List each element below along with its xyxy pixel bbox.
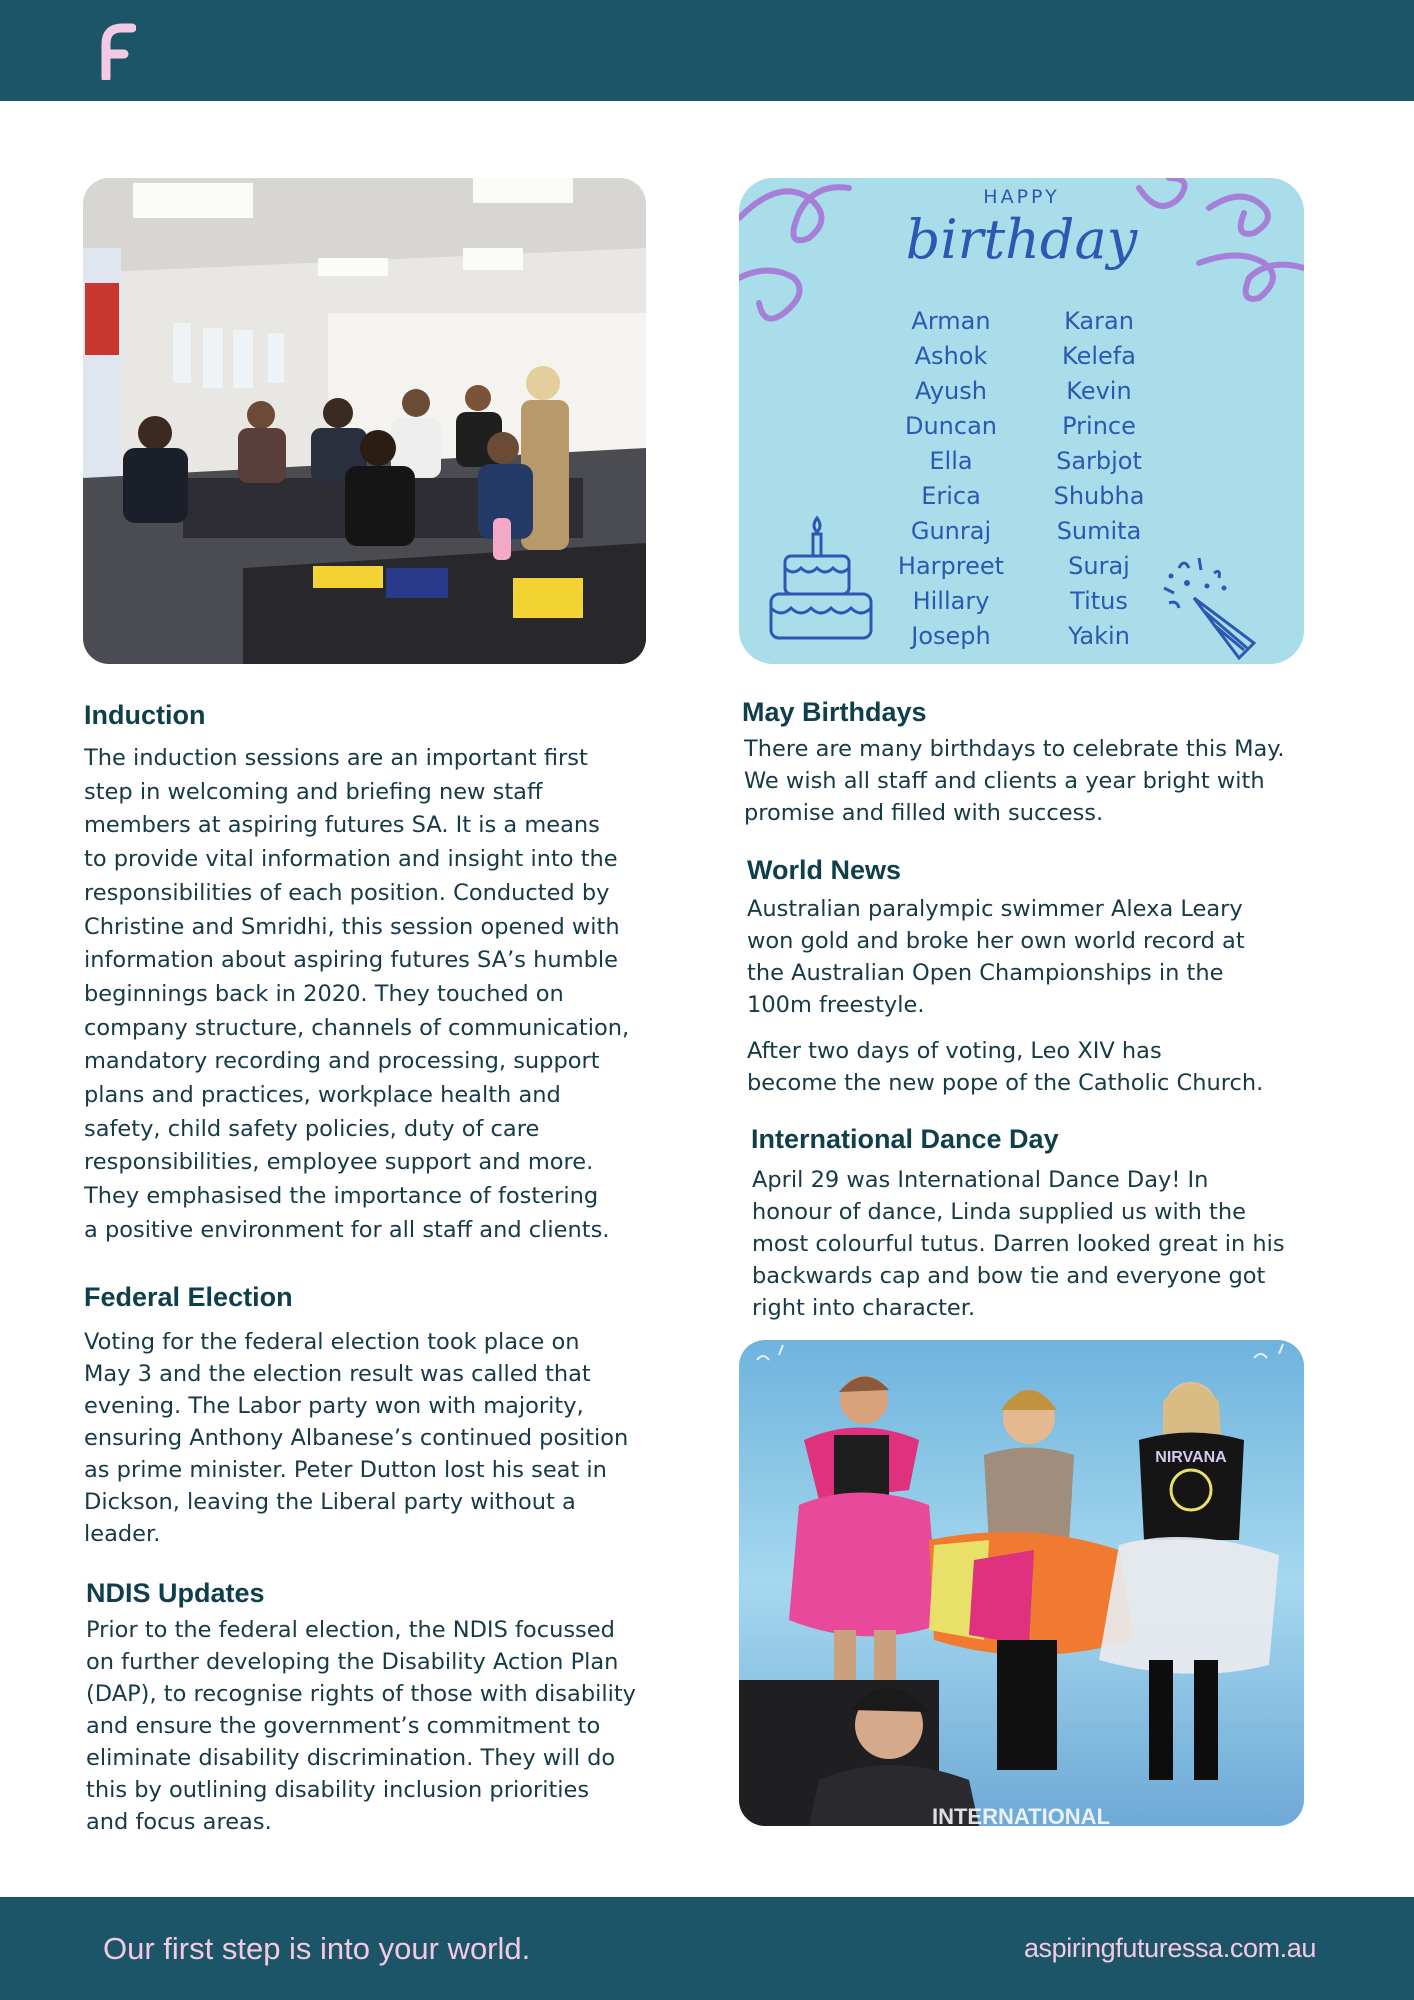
aspiring-futures-logo-icon <box>96 22 136 80</box>
international-banner-text: INTERNATIONAL <box>931 1804 1111 1826</box>
federal-election-body: Voting for the federal election took place on May 3 and the election result was called that evening. The Labor party won with majority, ensuring Anthony Albanese’s continued position as prime minister. Peter Dutton lost his seat in Dickson, leaving the Liberal party without a leader. <box>84 1329 629 1547</box>
birthday-cake-icon <box>767 512 887 652</box>
federal-election-heading: Federal Election <box>84 1282 293 1312</box>
may-birthdays-body: There are many birthdays to celebrate this May. We wish all staff and clients a year bright with promise and filled with success. <box>744 736 1285 826</box>
dance-day-heading: International Dance Day <box>751 1124 1059 1154</box>
world-news-heading: World News <box>747 855 902 885</box>
dance-day-body: April 29 was International Dance Day! In honour of dance, Linda supplied us with the most colourful tutus. Darren looked great in his backwards cap and bow tie and everyone got right into character. <box>752 1167 1285 1321</box>
nirvana-shirt-text: NIRVANA <box>1155 1449 1227 1466</box>
footer-tagline: Our first step is into your world. <box>103 1931 531 1966</box>
ndis-body: Prior to the federal election, the NDIS focussed on further developing the Disability Action Plan (DAP), to recognise rights of those with disability and ensure the government’s commitment to eliminate disability discrimination. They will do this by outlining disability inclusion priorities and focus areas. <box>86 1617 636 1835</box>
happy-label: HAPPY <box>983 186 1060 208</box>
induction-photo <box>83 178 646 664</box>
ndis-heading: NDIS Updates <box>86 1578 265 1608</box>
induction-body: The induction sessions are an important first step in welcoming and briefing new staff members at aspiring futures SA. It is a means to provide vital information and insight into the responsibilities of each position. Conducted by Christine and Smridhi, this session opened with information about aspiring futures SA’s humble beginnings back in 2020. They touched on company structure, channels of communication, mandatory recording and processing, support plans and practices, workplace health and safety, child safety policies, duty of care responsibilities, employee support and more. They emphasised the importance of fostering a positive environment for all staff and clients. <box>84 745 630 1243</box>
header-bar <box>0 0 1414 101</box>
world-news-body: Australian paralympic swimmer Alexa Leary won gold and broke her own world record at the Australian Open Championships in the 100m freestyle. <box>747 896 1245 1018</box>
staff-in-tutus-photo-icon <box>739 1340 1304 1826</box>
world-news-body-2: After two days of voting, Leo XIV has become the new pope of the Catholic Church. <box>747 1038 1264 1096</box>
birthday-card <box>739 178 1304 664</box>
induction-heading: Induction <box>84 700 206 730</box>
staff-induction-group-photo-icon <box>83 178 646 664</box>
birthday-names-left: Arman Ashok Ayush Duncan Ella Erica Gunraj Harpreet Hillary Joseph <box>897 307 1005 650</box>
may-birthdays-heading: May Birthdays <box>742 697 927 727</box>
footer-website-link[interactable]: aspiringfuturessa.com.au <box>1023 1933 1316 1963</box>
dance-day-photo <box>739 1340 1304 1826</box>
birthday-script-label: birthday <box>905 208 1138 271</box>
birthday-names-right: Karan Kelefa Kevin Prince Sarbjot Shubha Sumita Suraj Titus Yakin <box>1053 307 1145 650</box>
footer-bar <box>0 1897 1414 2000</box>
